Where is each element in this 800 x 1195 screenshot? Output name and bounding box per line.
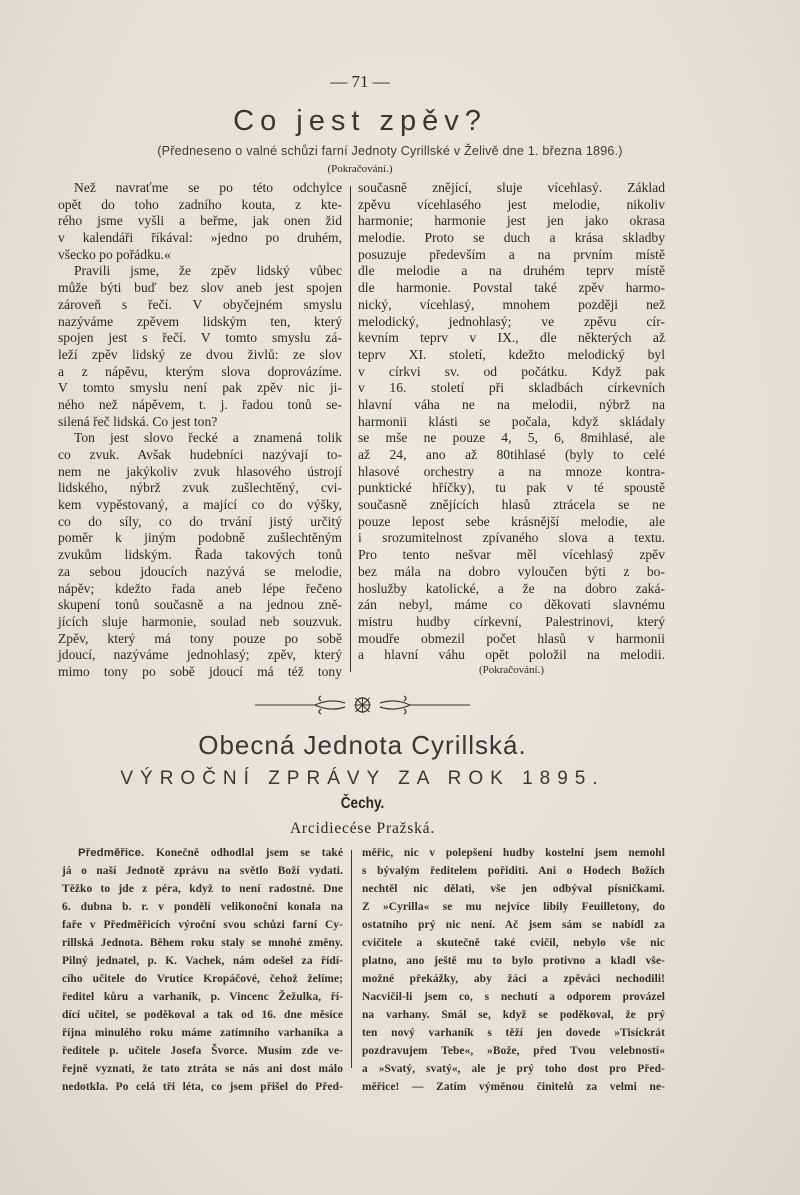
text-line: posuzuje především a na prvním místě [358, 246, 665, 262]
article1-left-column [58, 180, 342, 681]
text-line: měřice! — Zatím výměnou činitelů za velmi ne- [362, 1081, 665, 1093]
text-line: a z nápěvu, kterým slova doprovázíme. [58, 363, 342, 379]
text-line [62, 844, 343, 862]
text-line: moudře obmezil počet hlasů v harmonii [358, 630, 665, 646]
text-line: jících sluje harmonie, soulad neb souzvuk. [58, 613, 342, 629]
text-line: Pro tento nešvar měl vícehlasý zpěv [358, 547, 665, 563]
text-line: melodie. Proto se duch a krása skladby [358, 230, 665, 246]
article1-right-column [358, 180, 665, 664]
column-divider [351, 850, 352, 1068]
text-line: hlavní váha ne na melodii, nýbrž na [358, 396, 665, 412]
text-line: může býti buď bez slov aneb jest spojen [58, 280, 342, 296]
text-line: Pravili jsme, že zpěv lidský vůbec [74, 263, 342, 279]
text-line: řejně vyznati, že tato ztráta se nás ani dost málo [62, 1063, 343, 1075]
text-line: Než navraťme se po této odchylce [74, 180, 342, 195]
text-line: spojen jest s řečí. V tomto smyslu zá- [58, 330, 342, 346]
text-line: Z »Cyrilla« se mu nejvíce líbily Feuilletony, do [362, 901, 665, 913]
text-line: ného než nápěvem, t. j. řadou tonů se- [58, 396, 342, 412]
text-line: současně znějících hlasů ztrácela se ne [358, 497, 665, 513]
text-line: platno, ano ještě mu to bylo protivno a kladl vše- [362, 955, 665, 967]
text-line: jdoucí, nazýváme jednohlasý; zpěv, který [58, 647, 342, 663]
text-line: melodický, jednohlasý; ve zpěvu cír- [358, 313, 665, 329]
text-line: lidského, nýbrž zvuk zušlechtěný, cvi- [58, 480, 342, 496]
text-line: s bývalým ředitelem pořiditi. Ani o Hodech Božích [362, 865, 665, 877]
continued-label: (Pokračování.) [327, 163, 393, 175]
text-line: října minulého roku máme zatímního varhaníka a [62, 1027, 343, 1039]
text-line: současně znějící, sluje vícehlasý. Základ [358, 180, 665, 195]
text-line: zán nebyl, máme co děkovati slavnému [358, 597, 665, 613]
text-line: zvukům lidským. Řada takových tonů [58, 547, 342, 563]
text-line: co do síly, co do trvání jistý určitý [58, 513, 342, 529]
text-line: nechtěl nic dělati, vše jen odbýval písničkami. [362, 883, 665, 895]
text-line: Zpěv, který má tony pouze po sobě [58, 630, 342, 646]
text-line: co zvuk. Avšak hudebníci nazývají to- [58, 447, 342, 462]
text-line: zpěvu vícehlasého jest melodie, nikoliv [358, 196, 665, 212]
text-line: na varhany. Smál se, když se poděkoval, že prý [362, 1009, 665, 1021]
text-line: bez mála na dobro vyloučen býti z bo- [358, 563, 665, 579]
continued-label-end: (Pokračování.) [478, 664, 545, 676]
text-line: pouze lepost sebe krásnější melodie, ale [358, 513, 665, 529]
text-line: nický, vícehlasý, mnohem později než [358, 296, 665, 312]
text-line: až 24, ano až 80tihlasé (byly to celé [358, 447, 665, 462]
text-line: a »Svatý, svatý«, ale je prý toho dost pro Před- [362, 1063, 665, 1075]
region-heading: Čechy. [340, 795, 385, 812]
text-line: kevním teprv v IX., dle některých až [358, 330, 665, 346]
text-line: harmonie; harmonie jest jen jako okrasa [358, 213, 665, 229]
report-subtitle: VÝROČNÍ ZPRÁVY ZA ROK 1895. [120, 768, 605, 789]
text-line: v 16. století při skladbách církevních [358, 380, 665, 396]
place-name-lead: Předměřice. [78, 847, 145, 859]
text-line: možné překážky, aby žáci a zpěváci nechodili! [362, 973, 665, 985]
text-line: harmonii klásti se počala, když skládaly [358, 413, 665, 429]
article-subtitle: (Předneseno o valné schůzi farní Jednoty Cyrillské v Želivě dne 1. března 1896.) [157, 144, 623, 158]
text-line: nápěv; kdežto řada aneb lépe řečeno [58, 580, 342, 596]
text-line: leží zpěv lidský ze dvou živlů: ze slov [58, 346, 342, 362]
text-line: rého jsme vyšli a beřme, jak onen žid [58, 213, 342, 229]
text-line: ostatního prý nic není. Ač jsem sám se nabídl za [362, 919, 665, 931]
text-line: 6. dubna b. r. v pondělí velikonoční konala na [62, 901, 343, 913]
text-line: dle harmonie. Povstal také zpěv harmo- [358, 280, 665, 296]
text-line: opět do toho zadního kouta, z kte- [58, 196, 342, 212]
text-line: punktické hříčky), tu pak v té spoustě [358, 480, 665, 496]
text-line: kem vypěstovaný, a mající co do výšky, [58, 497, 342, 513]
text-line: dle melodie a na druhém teprv místě [358, 263, 665, 279]
text-line: skupení tonů současně a na jednou zně- [58, 597, 342, 613]
text-line-rest: Konečně odhodlal jsem se také [144, 847, 343, 859]
text-line: rillská Jednota. Během roku staly se mnohé změny. [62, 937, 343, 949]
article2-right-column [362, 844, 665, 1096]
text-line: ředitele p. učitele Josefa Švorce. Musím zde ve- [62, 1045, 343, 1057]
text-line: silená řeč lidská. Co jest ton? [58, 413, 218, 429]
text-line: pozdravujem Tebe«, »Bože, před Tvou velebností« [362, 1045, 665, 1057]
text-line: cvičitele a skutečně také cvičil, nebylo vše nic [362, 937, 665, 949]
text-line: teprv XI. století, kdežto melodický byl [358, 346, 665, 362]
text-line: v církvi sv. od počátku. Když pak [358, 363, 665, 379]
text-line: hlasové orchestry a na mnoze kontra- [358, 463, 665, 479]
text-line: faře v Předměřicích výroční svou schůzi farní Cy- [62, 919, 343, 931]
text-line: za sebou jdoucích nazývá se melodie, [58, 563, 342, 579]
text-line: Pilný jednatel, p. K. Vachek, nám odešel za řídí- [62, 955, 343, 967]
page-number: — 71 — [330, 72, 390, 91]
report-title: Obecná Jednota Cyrillská. [198, 730, 527, 760]
text-line: v kalendáři říkával: »jedno po druhém, [58, 230, 342, 246]
text-line: mimo tony po sobě jdoucí má též tony [58, 663, 342, 679]
text-line: ten nový varhaník s těží jen dovede »Tisíckrát [362, 1027, 665, 1039]
text-line: Těžko to jde z péra, když to není radostné. Dne [62, 883, 343, 895]
text-line: nazýváme zpěvem lidským ten, který [58, 313, 342, 329]
text-line: měřic, nic v polepšení hudby kostelní jsem nemohl [362, 847, 665, 859]
text-line: mistru hudby církevní, Palestrinovi, který [358, 613, 665, 629]
text-line: i srozumitelnost zpívaného slova a textu. [358, 530, 665, 546]
text-line: poměr k jiným podobně zušlechtěným [58, 530, 342, 546]
text-line: Ton jest slovo řecké a znamená tolik [74, 430, 342, 446]
article-title: Co jest zpěv? [233, 105, 487, 137]
text-line: se mše ne pouze 4, 5, 6, 8mihlasé, ale [358, 430, 665, 446]
text-line: V tomto smyslu není pak zpěv nic ji- [58, 380, 342, 396]
text-line: Nacvičil-li jsem co, s nechutí a odporem provázel [362, 991, 665, 1003]
text-line: hoslužby katolické, a že na dobro zaká- [358, 580, 665, 596]
diocese-heading: Arcidiecése Pražská. [289, 820, 436, 837]
text-line: dící učitel, se poděkoval a tak od 16. dne měsíce [62, 1009, 343, 1021]
article2-left-column [62, 844, 343, 1096]
text-line: já o naší Jednotě zprávu na světlo Boží vydati. [62, 865, 343, 877]
text-line: cího učitele do Vrutice Kropáčové, čehož želíme; [62, 973, 343, 985]
text-line: všecko po pořádku.« [58, 246, 171, 262]
column-divider [350, 186, 351, 672]
ornament-divider-icon [255, 695, 470, 715]
text-line: zároveň s řečí. V obyčejném smyslu [58, 296, 342, 312]
text-line: ředitel kůru a varhaník, p. Vincenc Žežulka, ří- [62, 991, 343, 1003]
text-line: nedotkla. Po celá tři léta, co jsem přišel do Před- [62, 1081, 343, 1093]
text-line: a hlavní váhu opět položil na melodii. [358, 647, 665, 663]
text-line: nem ne jakýkoliv zvuk hlasového ústrojí [58, 463, 342, 479]
